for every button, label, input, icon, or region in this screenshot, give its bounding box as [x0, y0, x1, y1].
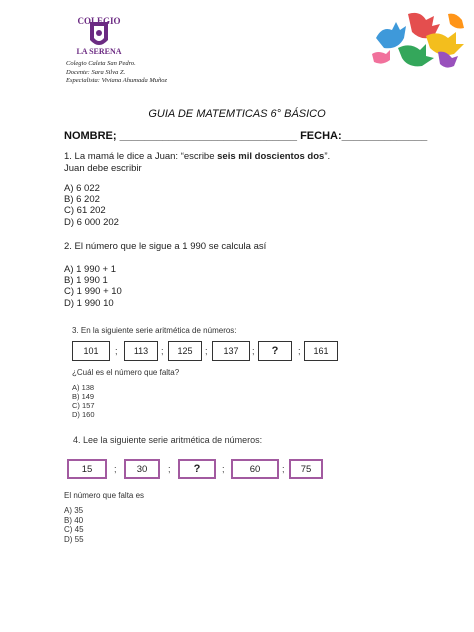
option: D) 1 990 10 [64, 297, 114, 309]
series-separator: ; [282, 464, 285, 474]
series-box: 161 [304, 341, 338, 361]
option: C) 1 990 + 10 [64, 286, 122, 298]
series-box: 125 [168, 341, 202, 361]
question-1: 1. La mamá le dice a Juan: “escribe seis mil doscientos dos”. Juan debe escribir [64, 151, 331, 174]
series-box: 137 [212, 341, 250, 361]
series-box: 113 [124, 341, 158, 361]
option: C) 61 202 [64, 205, 106, 217]
school-logo [66, 12, 132, 58]
option: D) 6 000 202 [64, 216, 119, 228]
question-4-options [64, 506, 84, 544]
question-3-prompt: ¿Cuál es el número que falta? [72, 368, 180, 377]
option: D) 160 [72, 410, 95, 419]
teacher-name: Docente: Sara Silva Z. [66, 68, 126, 76]
question-3-options [72, 383, 95, 419]
series-missing-box: ? [178, 459, 216, 479]
series-box: 30 [124, 459, 160, 479]
series-missing-box: ? [258, 341, 292, 361]
series-separator: ; [205, 346, 208, 356]
series-separator: ; [168, 464, 171, 474]
name-date-line: NOMBRE; _____________________________ FECHA:______________ [64, 130, 428, 142]
option: A) 6 022 [64, 183, 100, 194]
option: D) 55 [64, 534, 84, 544]
option: B) 1 990 1 [64, 275, 108, 287]
school-name: Colegio Caleta San Pedro. [66, 60, 136, 67]
specialist-name: Especialista: Viviana Ahumada Muñoz [66, 77, 168, 84]
series-separator: ; [252, 346, 255, 356]
option: B) 40 [64, 515, 84, 525]
option: A) 138 [72, 383, 95, 392]
series-box: 101 [72, 341, 110, 361]
option: A) 35 [64, 506, 84, 515]
option: C) 45 [64, 525, 84, 534]
worksheet-title: GUIA DE MATEMTICAS 6° BÁSICO [148, 108, 326, 120]
series-box: 60 [231, 459, 279, 479]
series-separator: ; [222, 464, 225, 474]
question-1-bold: seis mil doscientos dos [217, 151, 325, 162]
question-2-options [64, 264, 122, 309]
question-3: 3. En la siguiente serie aritmética de números: [72, 326, 237, 335]
svg-text:LA SERENA: LA SERENA [76, 47, 122, 56]
colorful-hands-image [368, 8, 468, 74]
question-4-prompt: El número que falta es [64, 491, 145, 500]
series-box: 15 [67, 459, 107, 479]
series-separator: ; [114, 464, 117, 474]
question-4: 4. Lee la siguiente serie aritmética de números: [73, 435, 263, 445]
series-separator: ; [115, 346, 118, 356]
option: B) 149 [72, 392, 95, 401]
svg-text:COLEGIO: COLEGIO [77, 16, 121, 26]
series-box: 75 [289, 459, 323, 479]
option: B) 6 202 [64, 194, 100, 206]
question-2: 2. El número que le sigue a 1 990 se calcula así [64, 241, 267, 252]
school-info [66, 60, 167, 86]
series-separator: ; [161, 346, 164, 356]
series-separator: ; [298, 346, 301, 356]
option: C) 157 [72, 401, 95, 410]
option: A) 1 990 + 1 [64, 264, 117, 275]
question-1-options [64, 183, 119, 228]
